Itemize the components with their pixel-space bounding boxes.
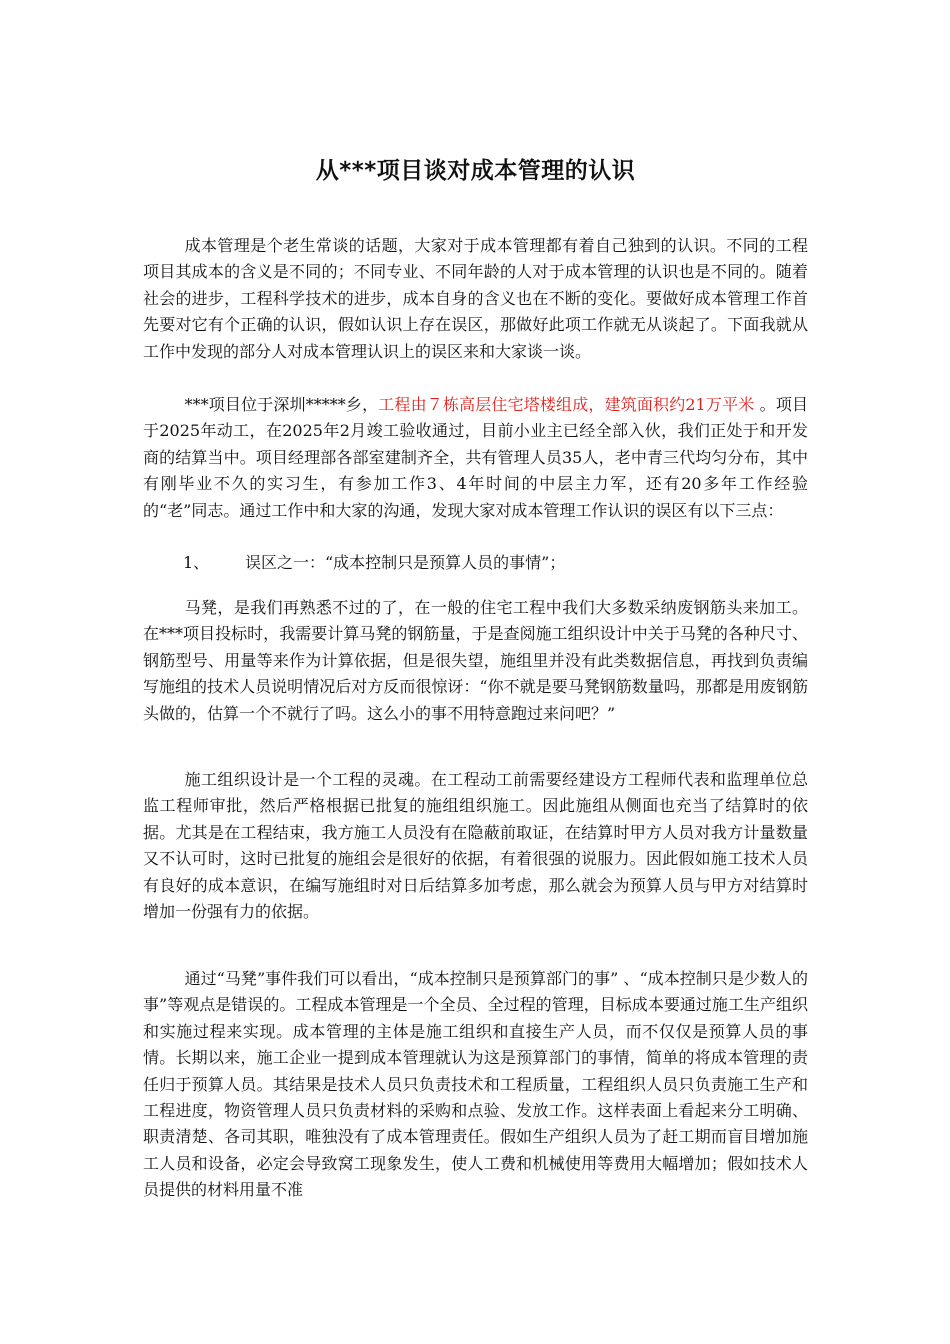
- paragraph-mabeng: 马凳，是我们再熟悉不过的了，在一般的住宅工程中我们大多数采纳废钢筋头来加工。在***项目投标时，我需要计算马凳的钢筋量，于是查阅施工组织设计中关于马凳的各种尺寸、钢筋型号、用量等来作为计算依据，但是很失望，施组里并没有此类数据信息，再找到负责编写施组的技术人员说明情况后对方反而很惊讶：“你不就是要马凳钢筋数量吗，那都是用废钢筋头做的，估算一个不就行了吗。这么小的事不用特意跑过来问吧？”: [143, 598, 808, 723]
- paragraph-project: [143, 392, 808, 524]
- paragraph-intro: 成本管理是个老生常谈的话题，大家对于成本管理都有着自己独到的认识。不同的工程项目其成本的含义是不同的；不同专业、不同年龄的人对于成本管理的认识也是不同的。随着社会的进步，工程科学技术的进步，成本自身的含义也在不断的变化。要做好成本管理工作首先要对它有个正确的认识，假如认识上存在误区，那做好此项工作就无从谈起了。下面我就从工作中发现的部分人对成本管理认识上的误区来和大家谈一谈。: [143, 236, 808, 361]
- paragraph-conclusion: 通过“马凳”事件我们可以看出，“成本控制只是预算部门的事” 、“成本控制只是少数人的事”等观点是错误的。工程成本管理是一个全员、全过程的管理，目标成本要通过施工生产组织和实施过程来实现。成本管理的主体是施工组织和直接生产人员，而不仅仅是预算人员的事情。长期以来，施工企业一提到成本管理就认为这是预算部门的事情，简单的将成本管理的责任归于预算人员。其结果是技术人员只负责技术和工程质量，工程组织人员只负责施工生产和工程进度，物资管理人员只负责材料的采购和点验、发放工作。这样表面上看起来分工明确、职责清楚、各司其职，唯独没有了成本管理责任。假如生产组织人员为了赶工期而盲目增加施工人员和设备，必定会导致窝工现象发生，使人工费和机械使用等费用大幅增加；假如技术人员提供的材料用量不准: [143, 969, 808, 1200]
- list-number: 1、: [183, 553, 210, 572]
- paragraph-construction-plan: 施工组织设计是一个工程的灵魂。在工程动工前需要经建设方工程师代表和监理单位总监工程师审批，然后严格根据已批复的施组组织施工。因此施组从侧面也充当了结算时的依据。尤其是在工程结束，我方施工人员没有在隐蔽前取证，在结算时甲方人员对我方计量数量又不认可时，这时已批复的施组会是很好的依据，有着很强的说服力。因此假如施工技术人员有良好的成本意识，在编写施组时对日后结算多加考虑，那么就会为预算人员与甲方对结算时增加一份强有力的依据。: [143, 770, 808, 922]
- project-location-text: ***项目位于深圳*****乡，: [184, 395, 379, 414]
- list-item-misconception-1: [183, 550, 803, 576]
- list-item-text: 误区之一：“成本控制只是预算人员的事情”；: [245, 553, 566, 572]
- project-details-text: 。项目于2025年动工，在2025年2月竣工验收通过，目前小业主已经全部入伙，我们正处于和开发商的结算当中。项目经理部各部室建制齐全，共有管理人员35人，老中青三代均匀分布，其中有刚毕业不久的实习生，有参加工作3、4年时间的中层主力军，还有20多年工作经验的“老”同志。通过工作中和大家的沟通，发现大家对成本管理工作认识的误区有以下三点：: [143, 395, 808, 520]
- project-scale-highlight: 工程由７栋高层住宅塔楼组成，建筑面积约21万平米: [378, 395, 760, 414]
- document-title: 从***项目谈对成本管理的认识: [315, 158, 636, 184]
